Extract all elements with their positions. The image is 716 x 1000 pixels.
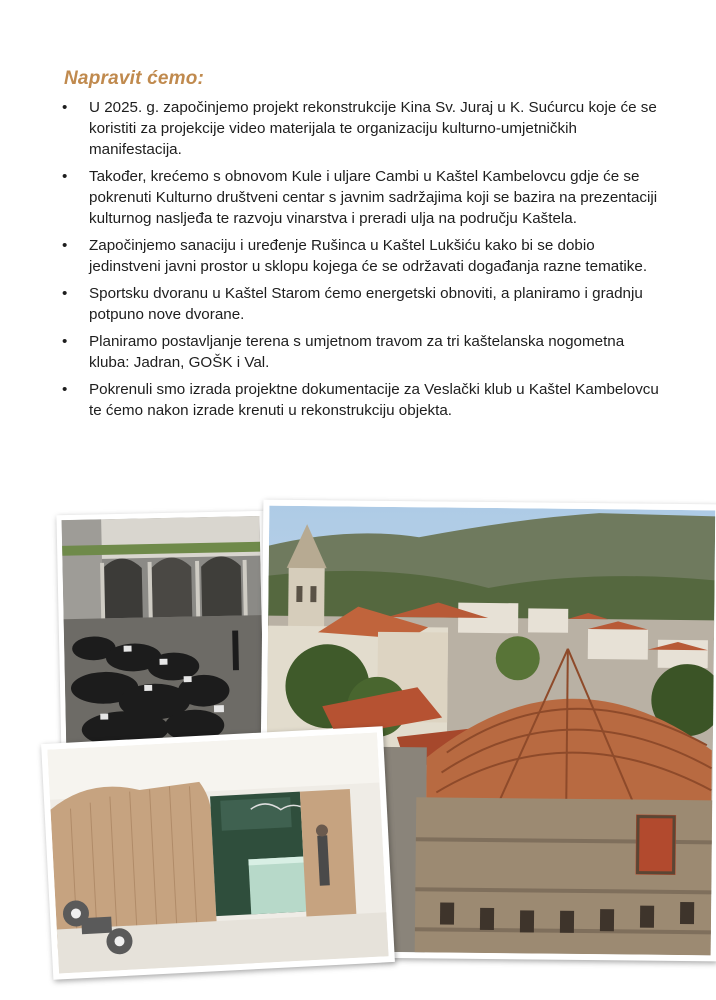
bullet-dot: • [62,168,68,185]
list-item [62,283,662,325]
bullet-dot: • [62,333,68,350]
bullet-dot: • [62,99,68,116]
bullet-dot: • [62,237,68,254]
list-item-text: Sportsku dvoranu u Kaštel Starom ćemo energetski obnoviti, a planiramo i gradnju potpuno nove dvorane. [89,285,643,323]
list-item-text: Planiramo postavljanje terena s umjetnom travom za tri kaštelanska nogometna kluba: Jadran, GOŠK i Val. [89,333,625,371]
list-item-text: U 2025. g. započinjemo projekt rekonstrukcije Kina Sv. Juraj u K. Sućurcu koje će se koristiti za projekcije video materijala te organizaciju kulturno-umjetničkih manifestacija. [89,99,657,158]
cinema-interior-illustration [47,733,388,974]
section-heading: Napravit ćemo: [64,68,205,89]
bullet-dot: • [62,285,68,302]
concert-courtyard-photo [56,511,269,763]
list-item [62,331,662,373]
list-item-text: Pokrenuli smo izrada projektne dokumentacije za Veslački klub u Kaštel Kambelovcu te ćemo nakon izrade krenuti u rekonstrukciju objekta. [89,381,659,419]
plans-list [62,97,662,427]
list-item [62,235,662,277]
list-item-text: Započinjemo sanaciju i uređenje Rušinca u Kaštel Lukšiću kako bi se dobio jedinstveni javni prostor u sklopu kojega će se održavati događanja razne tematike. [89,237,648,275]
list-item [62,166,662,229]
list-item-text: Također, krećemo s obnovom Kule i uljare Cambi u Kaštel Kambelovcu gdje će se pokrenuti Kulturno društveni centar s javnim sadržajima koji se bazira na prezentaciji kulturnog nasljeđa te razvoju vinarstva i preradi ulja na području Kaštela. [89,168,658,227]
cinema-interior-render-photo [41,726,395,980]
concert-courtyard-illustration [62,516,265,758]
list-item [62,97,662,160]
bullet-dot: • [62,381,68,398]
list-item [62,379,662,421]
